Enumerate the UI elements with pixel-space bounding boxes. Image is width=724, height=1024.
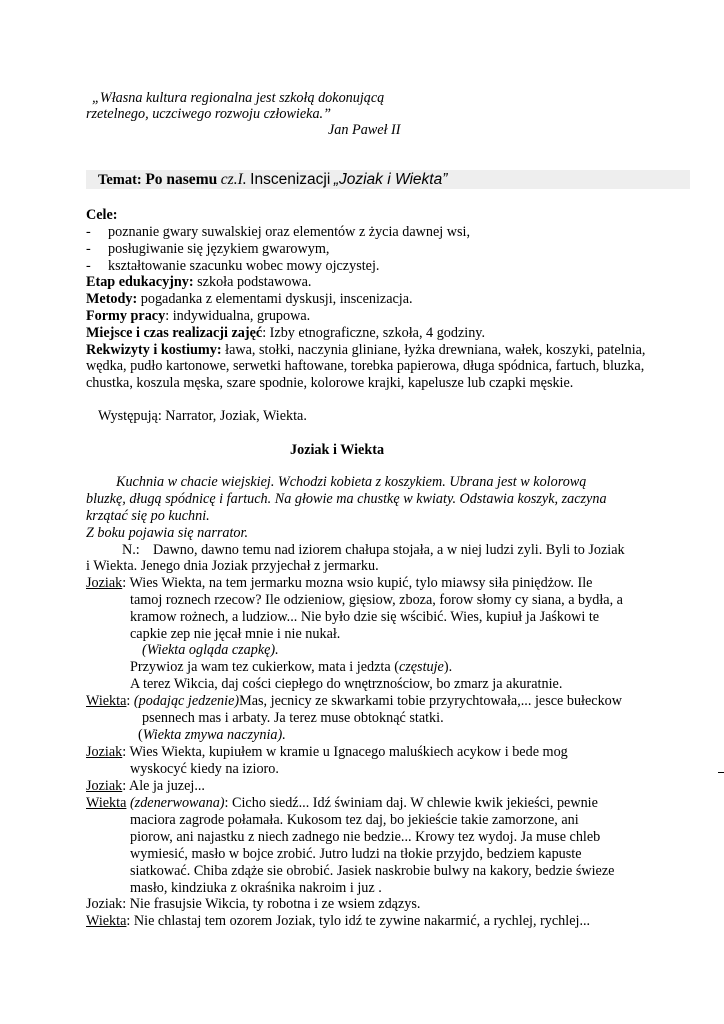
education-level — [86, 274, 311, 291]
wiekta-line-3 — [138, 727, 286, 744]
goal-item: posługiwanie się językiem gwarowym, — [108, 241, 330, 257]
work-forms-value: : indywidualna, grupowa. — [165, 308, 311, 324]
quote-line-1: „Własna kultura regionalna jest szkołą dokonującą — [92, 90, 385, 106]
play-title: Joziak i Wiekta — [290, 442, 385, 458]
goals-bullet: - — [86, 241, 91, 257]
work-forms-label: Formy pracy — [86, 308, 166, 324]
props-line-2: wędka, pudło kartonowe, serwetki haftowane, torebka papierowa, długa spódnica, fartuch, bluzka, — [86, 358, 645, 374]
goals-heading: Cele: — [86, 207, 118, 223]
margin-mark — [718, 772, 724, 773]
quote-author: Jan Paweł II — [328, 122, 401, 138]
speaker-joziak: Joziak — [86, 744, 123, 760]
joziak-text-9: : Ale ja juzej... — [122, 778, 205, 794]
joziak-text-7: : Wies Wiekta, kupiułem w kramie u Ignacego maluśkiech acykow i bede mog — [122, 744, 568, 760]
wiekta-text-4b: (zdenerwowana) — [129, 795, 225, 811]
wiekta-text-1b: (podając jedzenie) — [133, 693, 240, 709]
scene-line-2: bluzkę, długą spódnicę i fartuch. Na głowie ma chustkę w kwiaty. Odstawia koszyk, zaczyna — [86, 491, 607, 507]
goals-bullet: - — [86, 224, 91, 240]
topic-bar — [86, 170, 690, 189]
props-label: Rekwizyty i kostiumy: — [86, 342, 222, 358]
stage-direction: (Wiekta ogląda czapkę). — [142, 642, 279, 658]
wiekta-text-1c: Mas, jecnicy ze skwarkami tobie przyrychtowała,... jesce bułeckow — [239, 693, 623, 709]
joziak-text-1: : Wies Wiekta, na tem jermarku mozna wsio kupić, tylo miawsy siła piniędżow. Ile — [122, 575, 593, 591]
joziak-line-9 — [86, 778, 205, 795]
wiekta-line-1 — [86, 693, 622, 710]
cast-list: Występują: Narrator, Joziak, Wiekta. — [98, 408, 307, 424]
methods-label: Metody: — [86, 291, 138, 307]
methods — [86, 291, 413, 308]
joziak-line-6: A terez Wikcia, daj cości ciepłego do wnętrznościow, bo zmarz ja akuratnie. — [130, 676, 563, 692]
wiekta-text-1a: : — [126, 693, 134, 709]
joziak-line-7 — [86, 744, 568, 761]
props — [86, 342, 645, 359]
education-level-label: Etap edukacyjny: — [86, 274, 194, 290]
work-forms — [86, 308, 310, 325]
joziak-text-5b: częstuje — [398, 659, 444, 675]
stage-direction: Wiekta zmywa naczynia). — [142, 727, 286, 743]
wiekta-line-7: wymiesić, masło w bojce zrobić. Jutro ludzi na tłokie przyjdo, bedziem kapuste — [130, 846, 582, 862]
joziak-line-3: kramow rożnech, a ludziow... Nie było dzie się wścibić. Wies, kupiuł ja Jaśkowi te — [130, 609, 600, 625]
quote-line-2: rzetelnego, uczciwego rozwoju człowieka.” — [86, 106, 331, 122]
wiekta-text-4c: : Cicho siedź... Idź świniam daj. W chlewie kwik jekieści, pewnie — [224, 795, 598, 811]
topic-part-1: Po nasemu — [145, 171, 218, 188]
wiekta-line-6: piorow, ani najastku z niech zadnego nie bedzie... Krowy tez wydoj. Ja muse chleb — [130, 829, 601, 845]
joziak-line-10: Joziak: Nie frasujsie Wikcia, ty robotna i ze wsiem zdązys. — [86, 896, 421, 912]
wiekta-text-3a: ( — [138, 727, 143, 743]
place-time-value: : Izby etnograficzne, szkoła, 4 godziny. — [262, 325, 486, 341]
topic-part-2: cz.I. — [220, 171, 247, 188]
wiekta-line-4 — [86, 795, 598, 812]
props-value: ława, stołki, naczynia gliniane, łyżka drewniana, wałek, koszyki, patelnia, — [221, 342, 646, 358]
narrator-line-1: Dawno, dawno temu nad iziorem chałupa stojała, a w niej ludzi zyli. Byli to Joziak — [153, 542, 625, 558]
scene-line-4: Z boku pojawia się narrator. — [86, 525, 248, 541]
wiekta-line-8: siatkować. Chiba zdąże sie obrobić. Jasiek naskrobie bulwy na kakory, bedzie świeze — [130, 863, 615, 879]
topic-label: Temat: — [98, 172, 142, 188]
joziak-text-5c: ). — [443, 659, 453, 675]
scene-line-1: Kuchnia w chacie wiejskiej. Wchodzi kobieta z koszykiem. Ubrana jest w kolorową — [116, 474, 587, 490]
joziak-line-8: wyskocyć kiedy na iziorо. — [130, 761, 279, 777]
joziak-line-5 — [130, 659, 452, 676]
joziak-line-1 — [86, 575, 592, 592]
speaker-wiekta: Wiekta — [86, 693, 127, 709]
wiekta-line-2: psennech mas i arbaty. Ja terez muse obtoknąć statki. — [142, 710, 444, 726]
scene-line-3: krzątać się po kuchni. — [86, 508, 210, 524]
speaker-wiekta: Wiekta — [86, 795, 127, 811]
joziak-text-5a: Przywioz ja wam tez cukierkow, mata i jedzta ( — [130, 659, 399, 675]
wiekta-line-10 — [86, 913, 590, 930]
speaker-joziak: Joziak — [86, 575, 123, 591]
joziak-line-2: tamoj roznech rzecow? Ile odzieniow, gięsiow, zboza, forow słomy cy siana, a bydła, a — [130, 592, 623, 608]
place-time — [86, 325, 485, 342]
topic-line — [98, 170, 447, 190]
speaker-joziak: Joziak — [86, 778, 123, 794]
speaker-wiekta: Wiekta — [86, 913, 127, 929]
wiekta-line-9: masło, kindziuka z okraśnika nakroim i juz . — [130, 880, 382, 896]
narrator-speaker: N.: — [122, 542, 140, 558]
topic-title: „Joziak i Wiekta” — [333, 171, 448, 188]
goal-item: kształtowanie szacunku wobec mowy ojczystej. — [108, 258, 380, 274]
place-time-label: Miejsce i czas realizacji zajęć — [86, 325, 263, 341]
education-level-value: szkoła podstawowa. — [193, 274, 312, 290]
methods-value: pogadanka z elementami dyskusji, inscenizacja. — [137, 291, 413, 307]
wiekta-line-5: maciora zagrode połamała. Kukosom tez daj, bo jekieście takie zamorzone, ani — [130, 812, 579, 828]
goal-item: poznanie gwary suwalskiej oraz elementów z życia dawnej wsi, — [108, 224, 471, 240]
goals-bullet: - — [86, 258, 91, 274]
topic-part-3: Inscenizacji — [250, 171, 331, 188]
joziak-line-4: capkie zep nie jęcał mnie i nie nukał. — [130, 626, 341, 642]
props-line-3: chustka, koszula męska, szare spodnie, kolorowe krajki, kapelusze lub czapki męskie. — [86, 375, 574, 391]
narrator-line-2: i Wiekta. Jenego dnia Joziak przyjechał z jermarku. — [86, 558, 379, 574]
wiekta-text-10: : Nie chlastaj tem ozorem Joziak, tylo idź te zywine nakarmić, a rychlej, rychlej... — [126, 913, 591, 929]
